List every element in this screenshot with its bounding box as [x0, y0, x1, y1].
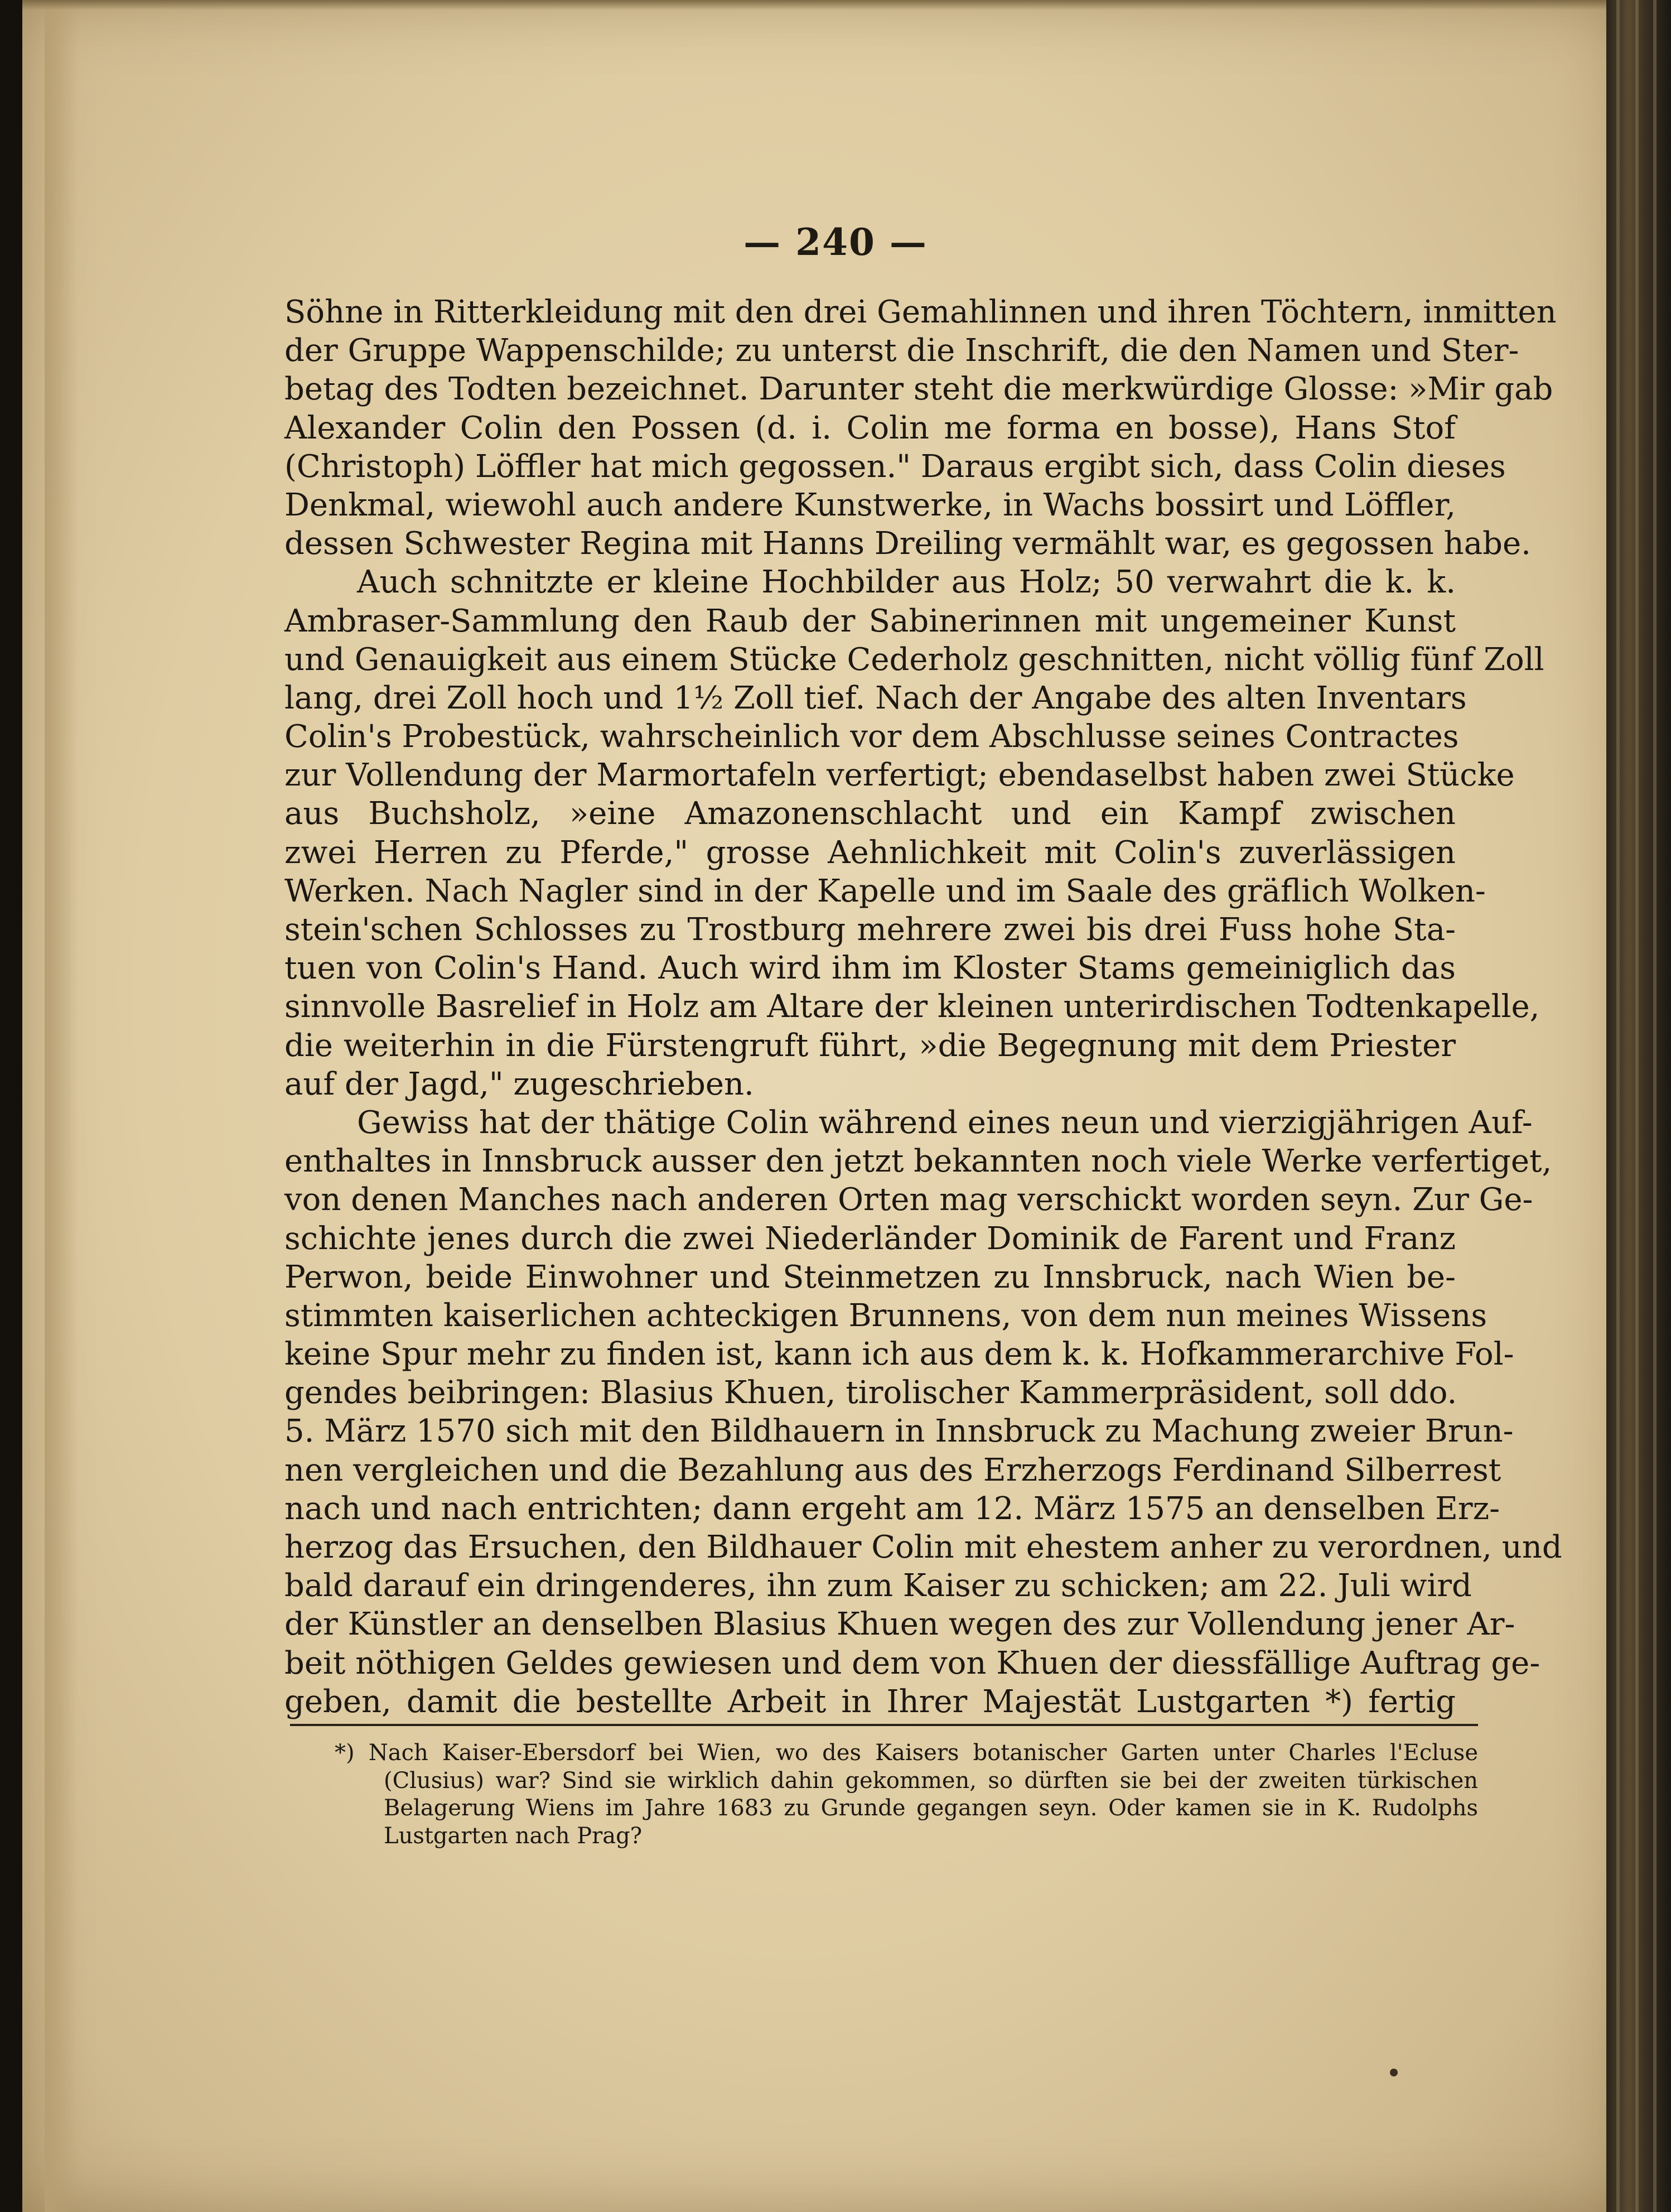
body-line: zwei Herren zu Pferde," grosse Aehnlichkeit mit Colin's zuverlässigen: [284, 834, 1456, 871]
page-edge-strip: [1616, 0, 1620, 2212]
body-line: nach und nach entrichten; dann ergeht am 12. März 1575 an denselben Erz-: [284, 1490, 1500, 1527]
body-line: 5. März 1570 sich mit den Bildhauern in Innsbruck zu Machung zweier Brun-: [284, 1413, 1514, 1450]
body-line: nen vergleichen und die Bezahlung aus des Erzherzogs Ferdinand Silberrest: [284, 1452, 1501, 1488]
body-line: lang, drei Zoll hoch und 1½ Zoll tief. Nach der Angabe des alten Inventars: [284, 679, 1467, 716]
next-page-edge: [1606, 0, 1671, 2212]
body-line: der Gruppe Wappenschilde; zu unterst die Inschrift, die den Namen und Ster-: [284, 332, 1519, 369]
body-line: tuen von Colin's Hand. Auch wird ihm im Kloster Stams gemeiniglich das: [284, 950, 1456, 987]
page-edge-strip: [1653, 0, 1656, 2212]
body-line: der Künstler an denselben Blasius Khuen wegen des zur Vollendung jener Ar-: [284, 1606, 1515, 1643]
page-edge-strip: [1635, 0, 1639, 2212]
body-line: Denkmal, wiewohl auch andere Kunstwerke, in Wachs bossirt und Löffler,: [284, 486, 1456, 523]
body-line: von denen Manches nach anderen Orten mag verschickt worden seyn. Zur Ge-: [284, 1182, 1533, 1218]
top-edge: [22, 0, 1606, 10]
body-line: betag des Todten bezeichnet. Darunter steht die merkwürdige Glosse: »Mir gab: [284, 371, 1553, 408]
body-line: (Christoph) Löffler hat mich gegossen." Daraus ergibt sich, dass Colin dieses: [284, 448, 1506, 485]
body-line: auf der Jagd," zugeschrieben.: [284, 1066, 754, 1102]
body-line: aus Buchsholz, »eine Amazonenschlacht und ein Kampf zwischen: [284, 796, 1456, 832]
body-line: Werken. Nach Nagler sind in der Kapelle und im Saale des gräflich Wolken-: [284, 873, 1486, 909]
footnote-line: Belagerung Wiens im Jahre 1683 zu Grunde gegangen seyn. Oder kamen sie in K. Rudolphs: [384, 1795, 1478, 1821]
footnote-block: [335, 1739, 1478, 1850]
footnote-line: *) Nach Kaiser-Ebersdorf bei Wien, wo des Kaisers botanischer Garten unter Charles l'Ecluse: [335, 1740, 1478, 1766]
body-line: enthaltes in Innsbruck ausser den jetzt bekannten noch viele Werke verfertiget,: [284, 1143, 1552, 1180]
body-line: zur Vollendung der Marmortafeln verfertigt; ebendaselbst haben zwei Stücke: [284, 757, 1515, 794]
body-line: geben, damit die bestellte Arbeit in Ihrer Majestät Lustgarten *) fertig: [284, 1683, 1456, 1720]
body-line: gendes beibringen: Blasius Khuen, tirolischer Kammerpräsident, soll ddo.: [284, 1375, 1457, 1411]
body-line: beit nöthigen Geldes gewiesen und dem von Khuen der diessfällige Auftrag ge-: [284, 1645, 1540, 1681]
body-line: Auch schnitzte er kleine Hochbilder aus Holz; 50 verwahrt die k. k.: [357, 564, 1456, 601]
body-line: herzog das Ersuchen, den Bildhauer Colin mit ehestem anher zu verordnen, und: [284, 1529, 1562, 1565]
body-line: Gewiss hat der thätige Colin während eines neun und vierzigjährigen Auf-: [357, 1104, 1533, 1141]
body-line: die weiterhin in die Fürstengruft führt, »die Begegnung mit dem Priester: [284, 1027, 1456, 1064]
page-number: — 240 —: [743, 220, 928, 264]
body-line: schichte jenes durch die zwei Niederländer Dominik de Farent und Franz: [284, 1220, 1456, 1257]
body-text: [284, 293, 1562, 1721]
body-line: Perwon, beide Einwohner und Steinmetzen zu Innsbruck, nach Wien be-: [284, 1259, 1456, 1295]
body-line: Söhne in Ritterkleidung mit den drei Gemahlinnen und ihren Töchtern, inmitten: [284, 294, 1557, 330]
ink-speck: [1390, 2069, 1398, 2076]
body-line: sinnvolle Basrelief in Holz am Altare der kleinen unterirdischen Todtenkapelle,: [284, 989, 1540, 1025]
binding-gutter: [45, 0, 78, 2212]
body-line: stein'schen Schlosses zu Trostburg mehrere zwei bis drei Fuss hohe Sta-: [284, 912, 1456, 948]
footnote-divider: [290, 1724, 1478, 1726]
footnote-line: Lustgarten nach Prag?: [384, 1823, 643, 1849]
body-line: Ambraser-Sammlung den Raub der Sabinerinnen mit ungemeiner Kunst: [284, 603, 1456, 639]
body-line: und Genauigkeit aus einem Stücke Cederholz geschnitten, nicht völlig fünf Zoll: [284, 641, 1544, 678]
body-line: Colin's Probestück, wahrscheinlich vor dem Abschlusse seines Contractes: [284, 719, 1459, 755]
body-line: bald darauf ein dringenderes, ihn zum Kaiser zu schicken; am 22. Juli wird: [284, 1568, 1472, 1604]
body-line: keine Spur mehr zu finden ist, kann ich aus dem k. k. Hofkammerarchive Fol-: [284, 1336, 1514, 1373]
body-line: dessen Schwester Regina mit Hanns Dreiling vermählt war, es gegossen habe.: [284, 526, 1531, 562]
footnote-line: (Clusius) war? Sind sie wirklich dahin gekommen, so dürften sie bei der zweiten türkischen: [384, 1767, 1478, 1794]
body-line: Alexander Colin den Possen (d. i. Colin me forma en bosse), Hans Stof: [284, 409, 1456, 446]
body-line: stimmten kaiserlichen achteckigen Brunnens, von dem nun meines Wissens: [284, 1297, 1488, 1334]
